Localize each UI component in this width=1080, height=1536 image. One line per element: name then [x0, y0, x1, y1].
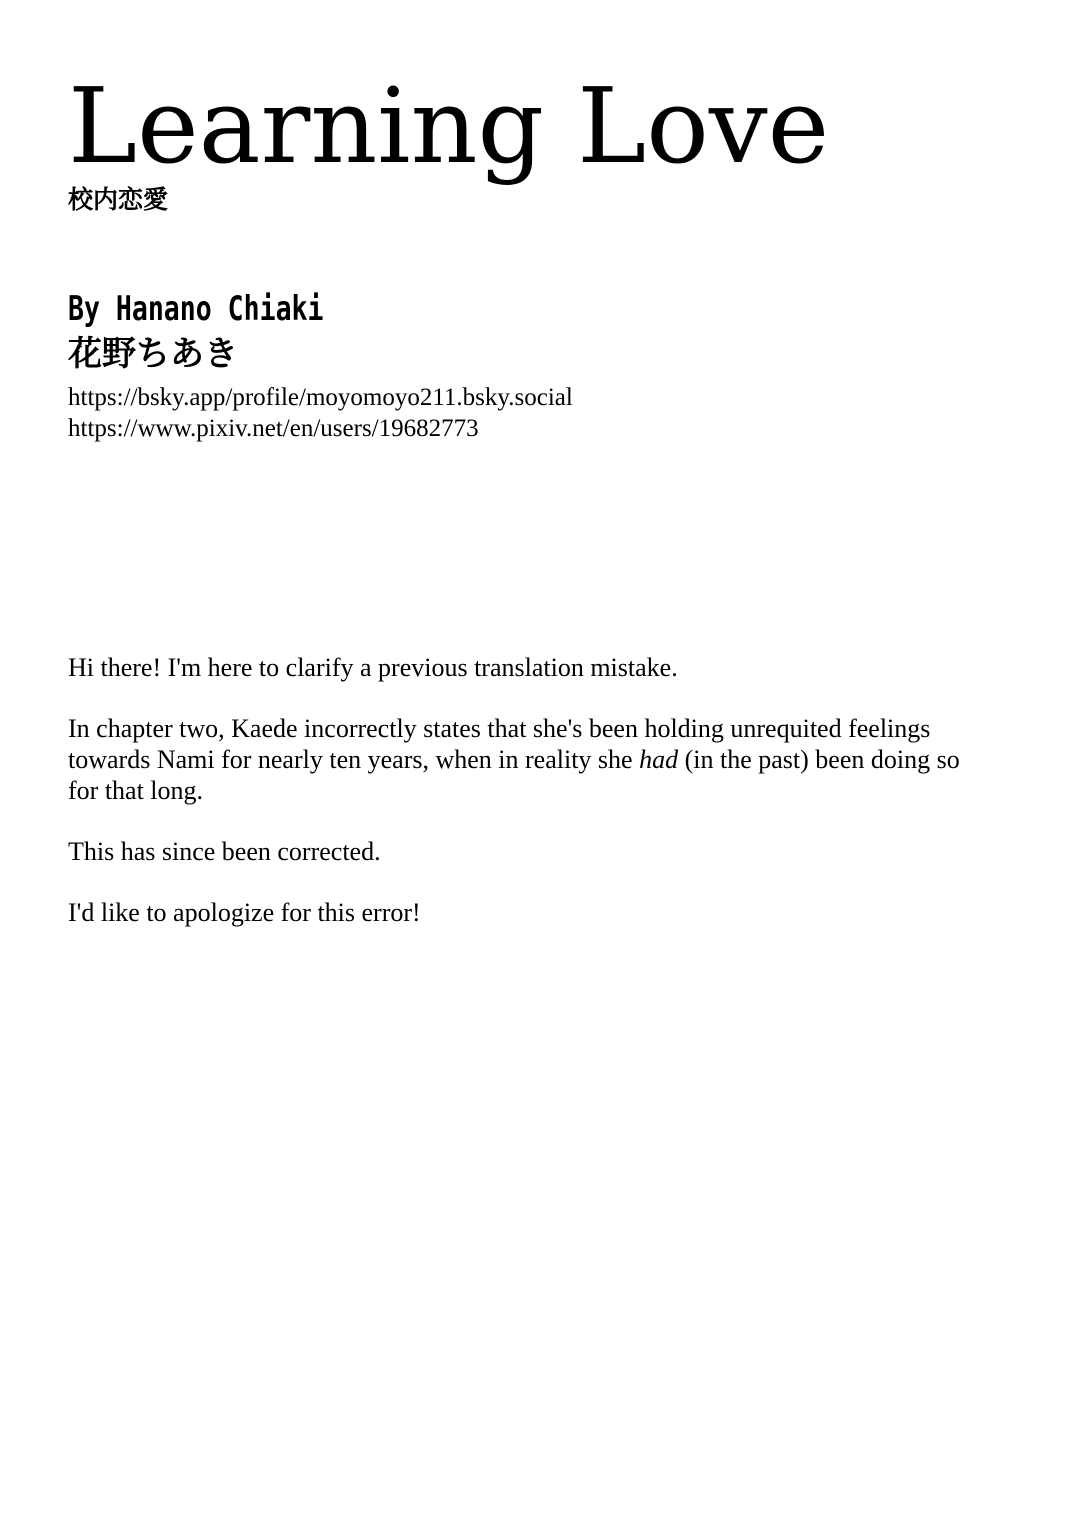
- japanese-title: 校内恋愛: [68, 185, 169, 214]
- note-text: (in the past) been doing so for that long.: [68, 745, 960, 805]
- pixiv-profile-link[interactable]: https://www.pixiv.net/en/users/19682773: [68, 415, 479, 442]
- note-paragraph-greeting: Hi there! I'm here to clarify a previous translation mistake.: [68, 653, 678, 682]
- page-title: Learning Love: [68, 65, 830, 187]
- note-paragraph-explanation: [68, 713, 968, 806]
- note-paragraph-correction: This has since been corrected.: [68, 837, 381, 866]
- note-emphasis: had: [639, 745, 679, 774]
- translation-note: [68, 652, 968, 958]
- author-byline: By Hanano Chiaki: [68, 289, 324, 329]
- note-text: In chapter two, Kaede incorrectly states that she's been holding unrequited feelings towards Nami for nearly ten years, when in reality she: [68, 714, 931, 774]
- note-paragraph-apology: I'd like to apologize for this error!: [68, 898, 421, 927]
- author-name-japanese: 花野ちあき: [68, 334, 238, 374]
- bluesky-profile-link[interactable]: https://bsky.app/profile/moyomoyo211.bsky.social: [68, 384, 573, 411]
